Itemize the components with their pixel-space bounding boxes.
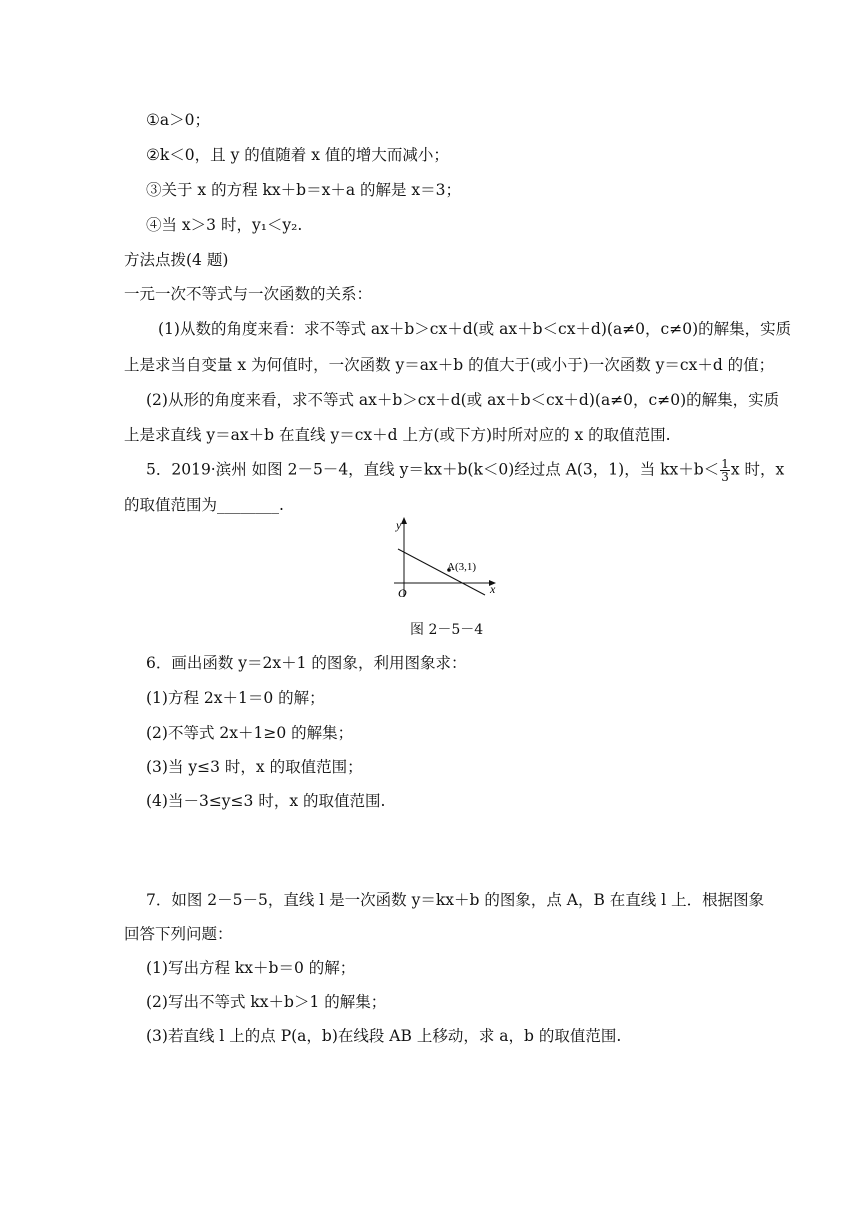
method-1-line2: 上是求当自变量 x 为何值时，一次函数 y＝ax＋b 的值大于(或小于)一次函数 y＝cx＋d 的值； bbox=[124, 356, 775, 374]
question-7-part-3: (3)若直线 l 上的点 P(a，b)在线段 AB 上移动，求 a，b 的取值范围. bbox=[146, 1027, 622, 1045]
question-6-part-1: (1)方程 2x＋1＝0 的解； bbox=[146, 689, 325, 707]
point-a-label: A(3,1) bbox=[447, 561, 477, 573]
fraction-numerator: 1 bbox=[721, 457, 729, 471]
question-7-stem-line2: 回答下列问题： bbox=[124, 925, 233, 943]
question-7-part-2: (2)写出不等式 kx＋b＞1 的解集； bbox=[146, 993, 387, 1011]
y-axis-label: y bbox=[396, 518, 402, 532]
figure-caption: 图 2－5－4 bbox=[410, 622, 484, 638]
question-6-part-4: (4)当－3≤y≤3 时，x 的取值范围. bbox=[146, 792, 386, 810]
method-1-line1: (1)从数的角度来看：求不等式 ax＋b＞cx＋d(或 ax＋b＜cx＋d)(a≠0，c≠0)的解集，实质 bbox=[158, 320, 792, 338]
fraction-denominator: 3 bbox=[721, 470, 729, 484]
question-5-text-a: 5．2019·滨州 如图 2－5－4，直线 y＝kx＋b(k＜0)经过点 A(3，1)，当 kx＋b＜ bbox=[146, 460, 720, 479]
method-2-line1: (2)从形的角度来看，求不等式 ax＋b＞cx＋d(或 ax＋b＜cx＋d)(a≠0，c≠0)的解集，实质 bbox=[146, 391, 780, 409]
question-6-part-3: (3)当 y≤3 时，x 的取值范围； bbox=[146, 758, 363, 776]
fraction-one-third bbox=[720, 458, 730, 483]
statement-3: ③关于 x 的方程 kx＋b＝x＋a 的解是 x＝3； bbox=[146, 181, 462, 199]
x-axis-label: x bbox=[490, 582, 496, 596]
statement-4: ④当 x＞3 时，y₁＜y₂. bbox=[146, 216, 303, 234]
question-5-line2: 的取值范围为________. bbox=[124, 496, 284, 514]
statement-1: ①a＞0； bbox=[146, 111, 210, 129]
question-6-part-2: (2)不等式 2x＋1≥0 的解集； bbox=[146, 724, 354, 742]
question-7-stem-line1: 7．如图 2－5－5，直线 l 是一次函数 y＝kx＋b 的图象，点 A，B 在直线 l 上．根据图象 bbox=[146, 891, 765, 909]
y-axis-arrow bbox=[401, 517, 407, 524]
statement-2: ②k＜0，且 y 的值随着 x 值的增大而减小； bbox=[146, 146, 449, 164]
method-title: 方法点拨(4 题) bbox=[124, 251, 229, 269]
method-intro: 一元一次不等式与一次函数的关系： bbox=[124, 285, 373, 303]
origin-label: O bbox=[398, 586, 407, 600]
figure-2-5-4 bbox=[388, 515, 504, 603]
method-2-line2: 上是求直线 y＝ax＋b 在直线 y＝cx＋d 上方(或下方)时所对应的 x 的取值范围. bbox=[124, 426, 671, 444]
question-5-text-b: x 时，x bbox=[730, 460, 785, 479]
question-5-line1 bbox=[146, 458, 784, 483]
question-7-part-1: (1)写出方程 kx＋b＝0 的解； bbox=[146, 959, 356, 977]
question-6-stem: 6．画出函数 y＝2x＋1 的图象，利用图象求： bbox=[146, 654, 467, 672]
